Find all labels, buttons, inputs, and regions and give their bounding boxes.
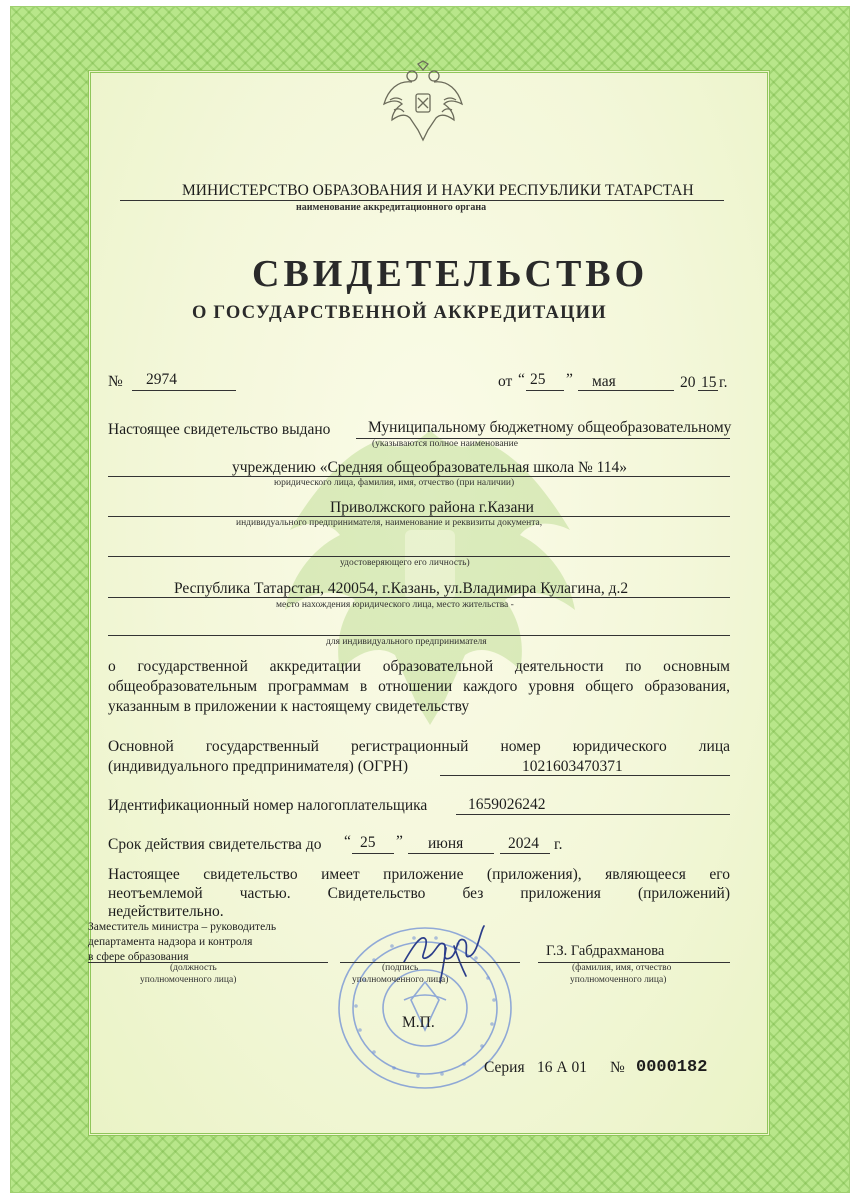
- appendix-line-1: Настоящее свидетельство имеет приложение (приложения), являющееся его: [108, 866, 730, 883]
- certificate-number: 2974: [146, 371, 177, 388]
- validity-year-underline: [500, 853, 550, 854]
- date-close-quote: ”: [566, 371, 573, 388]
- issued-caption-3: индивидуального предпринимателя, наименование и реквизиты документа,: [236, 518, 543, 528]
- signer-name: Г.З. Габдрахманова: [546, 943, 665, 959]
- date-day-underline: [526, 390, 564, 391]
- signer-position-1: Заместитель министра – руководитель: [88, 921, 277, 933]
- inn-label: Идентификационный номер налогоплательщика: [108, 797, 428, 814]
- inn-value: 1659026242: [468, 796, 546, 813]
- ministry-name: МИНИСТЕРСТВО ОБРАЗОВАНИЯ И НАУКИ РЕСПУБЛИКИ ТАТАРСТАН: [182, 182, 694, 199]
- stamp-label: М.П.: [402, 1014, 435, 1031]
- position-caption-2: уполномоченного лица): [140, 975, 237, 985]
- date-prefix: от: [498, 373, 513, 390]
- issued-caption-2: юридического лица, фамилия, имя, отчество (при наличии): [274, 478, 515, 488]
- series-number-label: №: [610, 1059, 625, 1076]
- issued-caption-4: удостоверяющего его личность): [340, 558, 470, 568]
- series-value: 16 А 01: [537, 1059, 587, 1076]
- ogrn-label: (индивидуального предпринимателя) (ОГРН): [108, 758, 409, 775]
- issued-label: Настоящее свидетельство выдано: [108, 421, 331, 438]
- validity-day: 25: [360, 834, 376, 851]
- number-underline: [132, 390, 236, 391]
- name-caption-2: уполномоченного лица): [570, 975, 667, 985]
- address-underline-2: [108, 635, 730, 636]
- ogrn-value: 1021603470371: [522, 758, 623, 775]
- issued-underline-4: [108, 556, 730, 557]
- issued-line-3: Приволжского района г.Казани: [330, 499, 534, 516]
- date-year-end: г.: [719, 374, 728, 391]
- signer-position-2: департамента надзора и контроля: [88, 936, 253, 948]
- certificate-title: СВИДЕТЕЛЬСТВО: [252, 253, 649, 295]
- validity-day-underline: [352, 853, 394, 854]
- validity-open-quote: “: [344, 833, 351, 850]
- issued-caption-1: (указываются полное наименование: [372, 439, 518, 449]
- date-year-prefix: 20: [680, 374, 696, 391]
- date-day: 25: [530, 371, 546, 388]
- name-caption-1: (фамилия, имя, отчество: [572, 963, 672, 973]
- appendix-line-3: недействительно.: [108, 903, 224, 920]
- coat-of-arms-icon: [378, 60, 468, 144]
- accreditation-line-1: о государственной аккредитации образовательной деятельности по основным: [108, 658, 730, 675]
- ogrn-line-1: Основной государственный регистрационный номер юридического лица: [108, 738, 730, 755]
- appendix-line-2: неотъемлемой частью. Свидетельство без приложения (приложений): [108, 885, 730, 902]
- signature-caption-2: уполномоченного лица): [352, 975, 449, 985]
- position-caption-1: (должность: [170, 963, 217, 973]
- number-label: №: [108, 373, 123, 390]
- date-open-quote: “: [518, 371, 525, 388]
- series-number: 0000182: [636, 1058, 708, 1077]
- series-label: Серия: [484, 1059, 525, 1076]
- signature-underline: [340, 962, 520, 963]
- issued-line-2: учреждению «Средняя общеобразовательная школа № 114»: [232, 459, 628, 476]
- validity-month: июня: [428, 835, 464, 852]
- address-caption-2: для индивидуального предпринимателя: [326, 637, 487, 647]
- validity-year: 2024: [508, 835, 539, 852]
- signer-position-3: в сфере образования: [88, 951, 189, 963]
- certificate-subtitle: О ГОСУДАРСТВЕННОЙ АККРЕДИТАЦИИ: [192, 303, 607, 323]
- address-caption: место нахождения юридического лица, место жительства -: [276, 600, 514, 610]
- signature-caption-1: (подпись: [382, 963, 419, 973]
- address: Республика Татарстан, 420054, г.Казань, ул.Владимира Кулагина, д.2: [174, 580, 629, 597]
- validity-month-underline: [408, 853, 494, 854]
- date-month: мая: [592, 373, 616, 390]
- validity-year-end: г.: [554, 836, 563, 853]
- ministry-caption: наименование аккредитационного органа: [296, 202, 487, 213]
- ministry-underline: [120, 200, 724, 201]
- inn-underline: [456, 814, 730, 815]
- accreditation-line-3: указанным в приложении к настоящему свидетельству: [108, 698, 470, 715]
- validity-close-quote: ”: [396, 833, 403, 850]
- validity-prefix: Срок действия свидетельства до: [108, 836, 322, 853]
- accreditation-line-2: общеобразовательным программам в отношении каждого уровня общего образования,: [108, 678, 730, 695]
- issued-line-1: Муниципальному бюджетному общеобразовательному: [368, 419, 732, 436]
- date-year-suffix: 15: [701, 374, 717, 391]
